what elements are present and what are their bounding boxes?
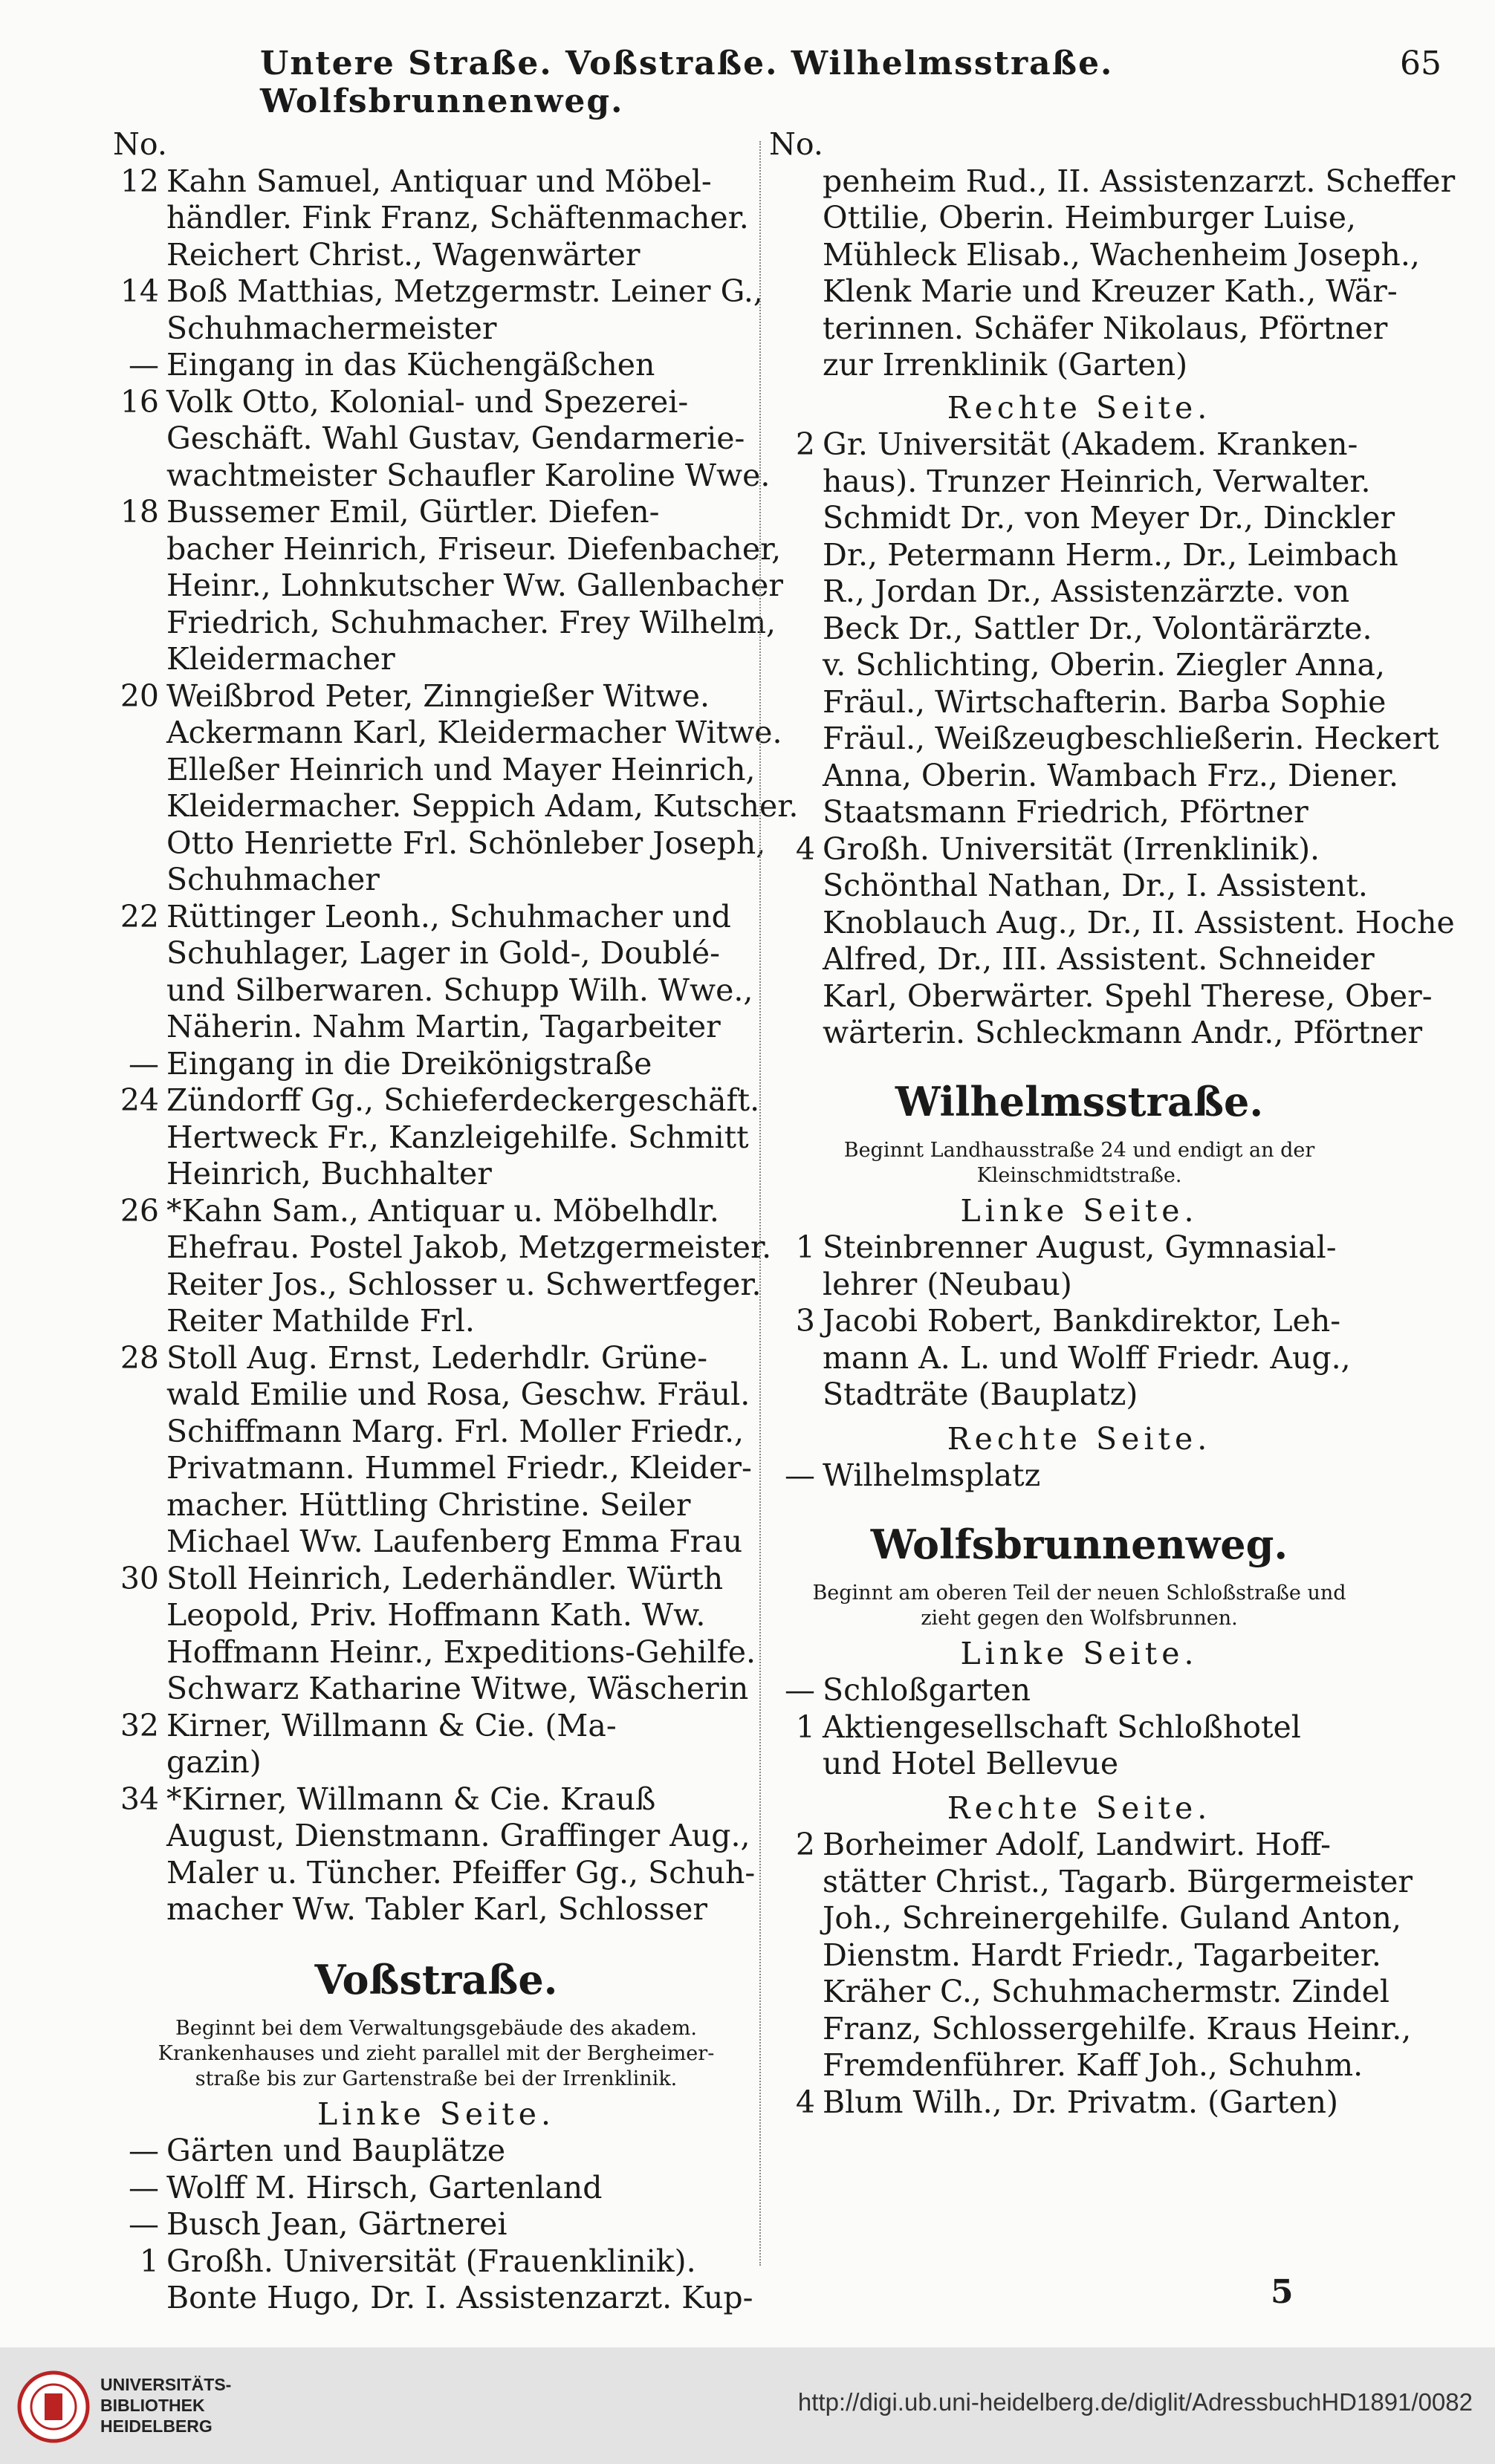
entry-line <box>769 1746 1389 1783</box>
entry-line <box>769 1900 1401 1937</box>
entry-line <box>113 163 759 201</box>
entry-text: macher. Hüttling Christine. Seiler <box>166 1486 691 1523</box>
entry-line <box>769 904 1455 942</box>
entry-number: 12 <box>120 163 159 199</box>
entry-line <box>769 1457 1389 1495</box>
entry-text: Schiffmann Marg. Frl. Moller Friedr., <box>166 1413 745 1449</box>
entry-line <box>769 1015 1423 1052</box>
column-divider <box>759 141 761 2266</box>
entry-text: Eingang in die Dreikönigstraße <box>166 1045 652 1082</box>
entry-line <box>113 2170 759 2207</box>
entry-number: 24 <box>120 1082 159 1118</box>
entry-number: 14 <box>120 273 159 309</box>
entry-number: — <box>129 2169 159 2205</box>
entry-text: terinnen. Schäfer Nikolaus, Pförtner <box>823 310 1388 346</box>
entry-text: Kahn Samuel, Antiquar und Möbel- <box>166 163 712 199</box>
entry-line <box>113 2206 759 2243</box>
signature-mark: 5 <box>1271 2273 1294 2311</box>
entry-number: 1 <box>795 1709 815 1745</box>
source-url-link[interactable]: http://digi.ub.uni-heidelberg.de/diglit/AdressbuchHD1891/0082 <box>797 2388 1473 2416</box>
entry-line <box>113 1303 759 1340</box>
entry-text: gazin) <box>166 1744 262 1780</box>
entry-line <box>113 715 782 752</box>
side-heading: Linke Seite. <box>960 1635 1199 1671</box>
entry-line <box>113 825 766 862</box>
entry-line <box>113 1376 759 1414</box>
entry-line <box>113 273 763 311</box>
entry-text: Kleidermacher. Seppich Adam, Kutscher. <box>166 788 799 824</box>
entry-text: händler. Fink Franz, Schäftenmacher. <box>166 200 749 235</box>
entry-line <box>113 752 759 789</box>
entry-text: Ackermann Karl, Kleidermacher Witwe. <box>166 715 782 750</box>
entry-text: und Hotel Bellevue <box>823 1746 1119 1781</box>
entry-text: Steinbrenner August, Gymnasial- <box>823 1229 1337 1265</box>
entry-line <box>113 311 759 348</box>
entry-line <box>113 1229 772 1267</box>
entry-text: Michael Ww. Laufenberg Emma Frau <box>166 1524 743 1559</box>
entry-line <box>769 868 1389 905</box>
entry-text: v. Schlichting, Oberin. Ziegler Anna, <box>823 647 1386 683</box>
entry-line <box>769 273 1398 311</box>
entry-text: wald Emilie und Rosa, Geschw. Fräul. <box>166 1376 750 1412</box>
entry-text: Dienstm. Hardt Friedr., Tagarbeiter. <box>823 1937 1381 1973</box>
entry-line <box>113 1561 759 1598</box>
entry-number: 16 <box>120 383 159 420</box>
side-heading: Linke Seite. <box>317 2096 556 2132</box>
entry-line <box>769 794 1389 831</box>
side-heading: Rechte Seite. <box>947 389 1212 426</box>
entry-text: Schloßgarten <box>823 1672 1031 1708</box>
street-description: Beginnt am oberen Teil der neuen Schloßstraße und <box>812 1581 1346 1605</box>
entry-text: wachtmeister Schaufler Karoline Wwe. <box>166 457 771 493</box>
entry-line <box>769 464 1389 501</box>
entry-line <box>769 1672 1389 1709</box>
entry-text: Knoblauch Aug., Dr., II. Assistent. Hoche <box>823 904 1455 940</box>
entry-text: Stoll Heinrich, Lederhändler. Würth <box>166 1560 724 1596</box>
entry-number: — <box>129 2206 159 2242</box>
entry-number: 2 <box>795 1827 815 1862</box>
entry-line <box>113 899 759 936</box>
page-number: 65 <box>1400 45 1442 82</box>
entry-line <box>113 347 759 384</box>
entry-text: Zündorff Gg., Schieferdeckergeschäft. <box>166 1082 760 1118</box>
entry-text: Stoll Aug. Ernst, Lederhdlr. Grüne- <box>166 1339 708 1376</box>
entry-number: 4 <box>795 830 815 867</box>
entry-line <box>769 163 1456 201</box>
entry-text: Stadträte (Bauplatz) <box>823 1376 1138 1412</box>
entry-line <box>113 1781 759 1818</box>
entry-line <box>769 1267 1389 1304</box>
entry-text: Gr. Universität (Akadem. Kranken- <box>823 426 1358 462</box>
entry-number: — <box>785 1672 815 1708</box>
entry-text: Schönthal Nathan, Dr., I. Assistent. <box>823 868 1368 903</box>
entry-line <box>113 1340 759 1377</box>
entry-line <box>113 604 776 642</box>
entry-text: zur Irrenklinik (Garten) <box>823 347 1188 383</box>
entry-line <box>769 1863 1413 1901</box>
entry-text: Bonte Hugo, Dr. I. Assistenzarzt. Kup- <box>166 2280 753 2315</box>
entry-text: Beck Dr., Sattler Dr., Volontärärzte. <box>823 610 1372 646</box>
entry-line <box>113 1119 759 1157</box>
entry-line <box>113 1597 759 1634</box>
street-description: zieht gegen den Wolfsbrunnen. <box>921 1606 1238 1630</box>
entry-line <box>113 1487 759 1524</box>
entry-line <box>113 1009 759 1046</box>
street-description: Krankenhauses und zieht parallel mit der Bergheimer- <box>158 2041 715 2065</box>
entry-line <box>113 200 759 237</box>
entry-line <box>769 236 1420 274</box>
entry-line <box>113 678 759 715</box>
entry-text: Jacobi Robert, Bankdirektor, Leh- <box>823 1303 1341 1339</box>
entry-text: Reiter Mathilde Frl. <box>166 1303 475 1339</box>
entry-line <box>769 1974 1389 2011</box>
entry-line <box>769 647 1389 684</box>
entry-number: 34 <box>120 1781 159 1817</box>
entry-text: Busch Jean, Gärtnerei <box>166 2206 507 2242</box>
entry-line <box>113 568 783 605</box>
entry-line <box>113 530 782 568</box>
entry-line <box>769 611 1389 648</box>
entry-line <box>769 426 1389 464</box>
right-column <box>769 126 1456 2121</box>
entry-text: Staatsmann Friedrich, Pförtner <box>823 794 1308 830</box>
section-title-vossstrasse: Voßstraße. <box>314 1955 558 2003</box>
section-title-wolfsbrunnenweg: Wolfsbrunnenweg. <box>870 1520 1288 1568</box>
entry-line <box>113 641 759 678</box>
side-heading: Rechte Seite. <box>947 1790 1212 1826</box>
entry-text: *Kirner, Willmann & Cie. Krauß <box>166 1781 656 1817</box>
entry-text: August, Dienstmann. Graffinger Aug., <box>166 1818 750 1853</box>
side-heading: Rechte Seite. <box>947 1420 1212 1457</box>
entry-line <box>769 2010 1412 2048</box>
entry-line <box>769 1376 1389 1414</box>
entry-text: Schmidt Dr., von Meyer Dr., Dinckler <box>823 500 1395 536</box>
entry-number: 18 <box>120 494 159 530</box>
entry-number: 20 <box>120 677 159 714</box>
entry-line <box>113 1156 759 1193</box>
entry-text: Rüttinger Leonh., Schuhmacher und <box>166 898 731 934</box>
entry-line <box>769 347 1389 384</box>
entry-text: Fremdenführer. Kaff Joh., Schuhm. <box>823 2047 1363 2083</box>
entry-line <box>113 457 771 495</box>
entry-text: Borheimer Adolf, Landwirt. Hoff- <box>823 1827 1332 1862</box>
entry-text: Fräul., Wirtschafterin. Barba Sophie <box>823 683 1387 720</box>
entry-text: Kirner, Willmann & Cie. (Ma- <box>166 1707 617 1743</box>
entry-text: Privatmann. Hummel Friedr., Kleider- <box>166 1450 752 1486</box>
entry-number: 22 <box>120 898 159 934</box>
entry-text: Heinrich, Buchhalter <box>166 1156 492 1192</box>
entry-line <box>113 935 759 972</box>
entry-number: 1 <box>795 1229 815 1265</box>
entry-text: Joh., Schreinergehilfe. Guland Anton, <box>823 1900 1401 1936</box>
entry-number: — <box>785 1457 815 1493</box>
entry-line <box>113 494 759 531</box>
entry-line <box>113 126 759 163</box>
viewer-footer <box>0 2347 1495 2464</box>
running-title: Untere Straße. Voßstraße. Wilhelmsstraße. Wolfsbrunnenweg. <box>260 45 1114 120</box>
entry-text: Schuhmachermeister <box>166 310 497 346</box>
entry-line <box>113 1855 759 1892</box>
entry-text: Schuhmacher <box>166 862 380 897</box>
entry-line <box>113 1671 759 1708</box>
entry-text: Elleßer Heinrich und Mayer Heinrich, <box>166 751 756 787</box>
entry-text: mann A. L. und Wolff Friedr. Aug., <box>823 1339 1351 1376</box>
entry-line <box>113 1414 759 1451</box>
entry-text: Kleidermacher <box>166 641 395 677</box>
entry-number: — <box>129 2133 159 2168</box>
entry-line <box>769 126 1389 163</box>
entry-line <box>113 862 759 899</box>
entry-text: Maler u. Tüncher. Pfeiffer Gg., Schuh- <box>166 1854 756 1891</box>
entry-text: Hertweck Fr., Kanzleigehilfe. Schmitt <box>166 1119 749 1155</box>
entry-line <box>113 420 759 458</box>
entry-text: bacher Heinrich, Friseur. Diefenbacher, <box>166 530 782 567</box>
entry-number: 4 <box>795 2084 815 2120</box>
entry-number: 2 <box>795 426 815 462</box>
entry-text: Reiter Jos., Schlosser u. Schwertfeger. <box>166 1266 762 1302</box>
entry-line <box>113 1634 759 1671</box>
library-name: UNIVERSITÄTS- BIBLIOTHEK HEIDELBERG <box>100 2375 232 2436</box>
entry-text: Kräher C., Schuhmachermstr. Zindel <box>823 1974 1389 2009</box>
entry-line <box>113 1082 759 1119</box>
entry-line <box>113 1708 759 1745</box>
entry-number: 28 <box>120 1339 159 1376</box>
entry-text: Weißbrod Peter, Zinngießer Witwe. <box>166 677 710 714</box>
entry-line <box>769 1827 1389 1864</box>
entry-text: Leopold, Priv. Hoffmann Kath. Ww. <box>166 1597 706 1633</box>
university-seal-icon <box>16 2370 91 2444</box>
entry-text: Ottilie, Oberin. Heimburger Luise, <box>823 200 1357 235</box>
entry-number: — <box>129 1045 159 1082</box>
street-description: Kleinschmidtstraße. <box>976 1163 1182 1187</box>
entry-line <box>769 1340 1389 1377</box>
entry-line <box>769 536 1398 574</box>
entry-text: Karl, Oberwärter. Spehl Therese, Ober- <box>823 978 1433 1014</box>
entry-line <box>769 684 1389 721</box>
entry-line <box>769 2084 1389 2122</box>
entry-text: Schwarz Katharine Witwe, Wäscherin <box>166 1671 749 1706</box>
entry-number: 3 <box>795 1303 815 1339</box>
entry-number: No. <box>113 126 167 162</box>
entry-text: Alfred, Dr., III. Assistent. Schneider <box>823 941 1375 977</box>
entry-text: Wolff M. Hirsch, Gartenland <box>166 2169 603 2205</box>
entry-line <box>769 721 1439 758</box>
entry-text: macher Ww. Tabler Karl, Schlosser <box>166 1891 707 1927</box>
entry-line <box>113 2243 759 2281</box>
entry-number: 26 <box>120 1192 159 1229</box>
entry-text: Dr., Petermann Herm., Dr., Leimbach <box>823 536 1398 573</box>
entry-line <box>769 978 1433 1015</box>
entry-line <box>113 384 759 421</box>
street-description: straße bis zur Gartenstraße bei der Irrenklinik. <box>195 2067 678 2090</box>
entry-text: Bussemer Emil, Gürtler. Diefen- <box>166 494 660 530</box>
entry-text: Franz, Schlossergehilfe. Kraus Heinr., <box>823 2010 1412 2047</box>
page-header <box>111 37 1442 120</box>
street-description: Beginnt Landhausstraße 24 und endigt an der <box>843 1138 1315 1162</box>
entry-line <box>113 237 759 274</box>
entry-text: Wilhelmsplatz <box>823 1457 1041 1493</box>
entry-text: Großh. Universität (Irrenklinik). <box>823 830 1320 867</box>
entry-line <box>769 1303 1389 1340</box>
entry-line <box>769 831 1389 868</box>
entry-line <box>769 1709 1389 1746</box>
entry-text: *Kahn Sam., Antiquar u. Möbelhdlr. <box>166 1192 719 1229</box>
entry-text: R., Jordan Dr., Assistenzärzte. von <box>823 573 1350 609</box>
entry-line <box>769 573 1389 611</box>
entry-text: haus). Trunzer Heinrich, Verwalter. <box>823 463 1371 499</box>
entry-text: Näherin. Nahm Martin, Tagarbeiter <box>166 1009 721 1044</box>
entry-text: wärterin. Schleckmann Andr., Pförtner <box>823 1015 1423 1050</box>
entry-text: und Silberwaren. Schupp Wilh. Wwe., <box>166 972 753 1008</box>
entry-text: Ehefrau. Postel Jakob, Metzgermeister. <box>166 1229 772 1265</box>
entry-line <box>113 788 799 825</box>
entry-text: Reichert Christ., Wagenwärter <box>166 236 641 273</box>
entry-line <box>113 2133 759 2170</box>
entry-text: Hoffmann Heinr., Expeditions-Gehilfe. <box>166 1634 756 1670</box>
entry-text: Eingang in das Küchengäßchen <box>166 347 655 383</box>
entry-line <box>113 1266 762 1304</box>
entry-number: 1 <box>139 2243 159 2279</box>
entry-line <box>769 941 1389 978</box>
entry-line <box>113 1524 759 1561</box>
entry-line <box>113 1046 759 1083</box>
entry-text: Heinr., Lohnkutscher Ww. Gallenbacher <box>166 568 783 603</box>
left-column <box>113 126 799 2317</box>
entry-text: Blum Wilh., Dr. Privatm. (Garten) <box>823 2084 1338 2120</box>
entry-number: 30 <box>120 1560 159 1596</box>
section-title-wilhelmsstrasse: Wilhelmsstraße. <box>895 1077 1264 1125</box>
entry-text: penheim Rud., II. Assistenzarzt. Scheffer <box>823 163 1456 199</box>
entry-text: lehrer (Neubau) <box>823 1266 1072 1302</box>
entry-text: Mühleck Elisab., Wachenheim Joseph., <box>823 236 1420 273</box>
entry-line <box>113 1193 759 1230</box>
entry-text: Großh. Universität (Frauenklinik). <box>166 2243 696 2279</box>
entry-text: Otto Henriette Frl. Schönleber Joseph, <box>166 825 766 861</box>
entry-line <box>113 1818 759 1855</box>
entry-number: No. <box>769 126 823 162</box>
entry-text: Fräul., Weißzeugbeschließerin. Heckert <box>823 721 1439 756</box>
entry-line <box>113 1450 759 1487</box>
entry-text: Anna, Oberin. Wambach Frz., Diener. <box>823 757 1399 793</box>
entry-line <box>769 1229 1389 1267</box>
entry-text: Volk Otto, Kolonial- und Spezerei- <box>166 383 689 420</box>
entry-text: Gärten und Bauplätze <box>166 2133 506 2168</box>
entry-line <box>113 1744 759 1781</box>
entry-text: Friedrich, Schuhmacher. Frey Wilhelm, <box>166 604 776 640</box>
entry-number: — <box>129 347 159 383</box>
entry-number: 32 <box>120 1707 159 1743</box>
entry-line <box>769 2047 1389 2084</box>
entry-line <box>769 1937 1389 1974</box>
entry-line <box>113 2280 759 2317</box>
entry-text: Geschäft. Wahl Gustav, Gendarmerie- <box>166 420 745 456</box>
entry-line <box>769 757 1399 795</box>
side-heading: Linke Seite. <box>960 1192 1199 1229</box>
entry-line <box>113 972 759 1010</box>
entry-text: Boß Matthias, Metzgermstr. Leiner G., <box>166 273 763 309</box>
entry-line <box>769 311 1389 348</box>
entry-line <box>769 500 1395 537</box>
entry-line <box>769 200 1389 237</box>
entry-text: stätter Christ., Tagarb. Bürgermeister <box>823 1863 1413 1899</box>
entry-line <box>113 1891 759 1928</box>
entry-text: Klenk Marie und Kreuzer Kath., Wär- <box>823 273 1398 309</box>
entry-text: Schuhlager, Lager in Gold-, Doublé- <box>166 935 721 971</box>
entry-text: Aktiengesellschaft Schloßhotel <box>823 1709 1301 1745</box>
street-description: Beginnt bei dem Verwaltungsgebäude des akadem. <box>175 2016 697 2040</box>
